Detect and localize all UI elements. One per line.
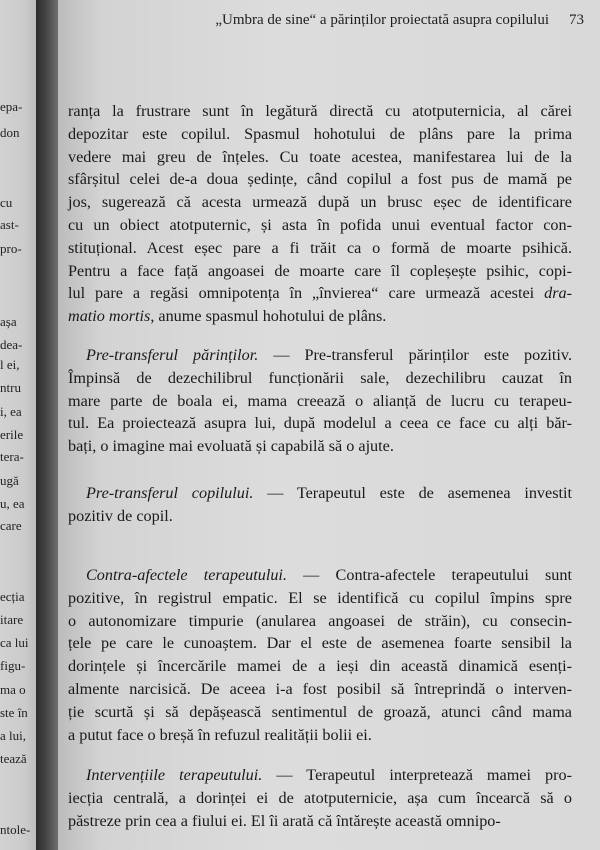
text-line — [68, 724, 572, 747]
text-line — [68, 678, 572, 701]
text-run: țele pe care le cunoaștem. Dar el este de asemenea foarte sensibil la — [68, 634, 572, 653]
text-line — [68, 367, 572, 390]
text-line — [68, 701, 572, 724]
italic-run: Pre-transferul părinților. — [86, 346, 259, 364]
text-line — [68, 260, 572, 283]
text-run: stituțional. Acest eșec pare a fi trăit ca o formă de moarte psihică. — [68, 238, 572, 257]
text-run: ranța la frustrare sunt în legătură directă cu atotputernicia, al cărei — [68, 102, 572, 120]
left-page-fragment: ast- — [0, 218, 19, 232]
left-page-fragment: cu — [0, 196, 13, 210]
text-run: depozitar este copilul. Spasmul hohotului de plâns pare la prima — [68, 124, 572, 143]
text-run: păstreze prin cea a fiului ei. El îi arată că întărește această omnipo- — [68, 811, 501, 830]
left-page-fragment: don — [0, 126, 20, 140]
text-run: Împinsă de dezechilibrul funcționării sale, dezechilibru cauzat în — [68, 368, 572, 387]
text-run: Pentru a face față angoasei de moarte care îl copleșește psihic, copi- — [68, 261, 572, 280]
italic-run: Intervențiile terapeutului. — [86, 766, 263, 784]
paragraph — [68, 764, 572, 832]
text-line — [68, 764, 572, 787]
text-line — [68, 564, 572, 587]
text-run: lul pare a regăsi omnipotența în „învierea“ care urmează acestei — [68, 284, 545, 303]
text-run: almente narcisică. De aceea i-a fost posibil să întreprindă o interven- — [68, 679, 572, 698]
left-page-fragment: epa- — [0, 100, 23, 114]
left-page-edge — [0, 0, 36, 850]
text-run: , anume spasmul hohotului de plâns. — [150, 307, 387, 326]
text-line — [68, 100, 572, 123]
text-run: pozitiv de copil. — [68, 506, 173, 525]
left-page-fragment: ma o — [0, 683, 26, 697]
text-run: vedere mai greu de înțeles. Cu toate acestea, manifestarea lui de la — [68, 147, 572, 166]
paragraph — [68, 482, 572, 528]
left-page-fragment: i, ea — [0, 405, 22, 419]
left-page-fragment: l ei, — [0, 358, 20, 372]
italic-run: Pre-transferul copilului. — [86, 484, 254, 502]
text-run: — Terapeutul interpretează mamei pro- — [262, 766, 572, 784]
text-line — [68, 482, 572, 505]
left-page-fragment: erile — [0, 428, 24, 442]
text-run: bați, o imagine mai evoluată și capabilă să o ajute. — [68, 437, 394, 456]
left-page-fragment: dea- — [0, 338, 23, 352]
paragraph — [68, 344, 572, 458]
left-page-fragment: care — [0, 519, 22, 533]
left-page-fragment: tează — [0, 752, 27, 766]
running-head-title: „Umbra de sine“ a părinților proiectată asupra copilului — [215, 12, 549, 28]
paragraph — [68, 100, 572, 328]
left-page-fragment: așa — [0, 315, 17, 329]
text-run: — Pre-transferul părinților este pozitiv. — [258, 346, 572, 364]
text-run: — Contra-afectele terapeutului sunt — [286, 566, 572, 584]
paragraph — [68, 564, 572, 746]
text-line — [68, 632, 572, 655]
text-run: jos, sugerează că acesta urmează după un brusc eșec de identificare — [68, 193, 572, 212]
left-page-fragment: u, ea — [0, 497, 25, 511]
running-head — [178, 12, 584, 29]
text-line — [68, 505, 572, 528]
text-line — [68, 237, 572, 260]
left-page-fragment: a lui, — [0, 729, 26, 743]
text-run: cu un obiect atotputernic, și asta în pofida unui eventual factor con- — [68, 215, 572, 234]
left-page-fragment: itare — [0, 613, 24, 627]
text-run: a putut face o breșă în refuzul realității bolii ei. — [68, 725, 372, 744]
italic-run: dra- — [544, 284, 572, 303]
text-run: tul. Ea proiectează asupra lui, după modelul a ceea ce face cu alți băr- — [68, 414, 572, 433]
text-line — [68, 146, 572, 169]
page-number: 73 — [569, 12, 584, 28]
text-run: mare parte de boala ei, mama creează o alianță de lucru cu terapeu- — [68, 391, 572, 410]
text-run: o autonomizare timpurie (anularea angoasei de străin), cu consecin- — [68, 611, 572, 630]
left-page-fragment: pro- — [0, 242, 22, 256]
italic-run: Contra-afectele terapeutului. — [86, 566, 287, 584]
text-line — [68, 344, 572, 367]
text-run: ție scurtă și să depășească sentimentul de groază, atunci când mama — [68, 702, 572, 721]
left-page-fragment: ste în — [0, 706, 28, 720]
text-line — [68, 610, 572, 633]
text-run: dorințele și încercările mamei de a ieși din această dinamică esenți- — [68, 657, 572, 676]
text-line — [68, 655, 572, 678]
text-line — [68, 390, 572, 413]
left-page-fragment: ecția — [0, 590, 25, 604]
text-run: iecția centrală, a dorinței ei de atotputernicie, așa cum încearcă să o — [68, 788, 572, 807]
left-page-fragment: figu- — [0, 659, 26, 673]
text-line — [68, 123, 572, 146]
text-line — [68, 305, 572, 328]
text-line — [68, 214, 572, 237]
text-line — [68, 435, 572, 458]
text-line — [68, 168, 572, 191]
left-page-fragment: ntru — [0, 381, 21, 395]
left-page-fragment: tera- — [0, 450, 24, 464]
left-page-fragment: ugă — [0, 474, 19, 488]
book-page — [58, 0, 600, 850]
left-page-fragment: ca lui — [0, 636, 29, 650]
text-line — [68, 810, 572, 833]
text-line — [68, 282, 572, 305]
italic-run: matio mortis — [68, 307, 151, 326]
left-page-fragment: ntole- — [0, 823, 31, 837]
book-gutter — [36, 0, 58, 850]
text-run: pozitive, în registrul empatic. El se identifică cu copilul împins spre — [68, 588, 572, 607]
text-line — [68, 787, 572, 810]
text-line — [68, 587, 572, 610]
text-run: — Terapeutul este de asemenea investit — [253, 484, 572, 502]
text-line — [68, 412, 572, 435]
text-run: sfârșitul celei de-a doua ședințe, când copilul a fost pus de mamă pe — [68, 170, 572, 189]
text-line — [68, 191, 572, 214]
